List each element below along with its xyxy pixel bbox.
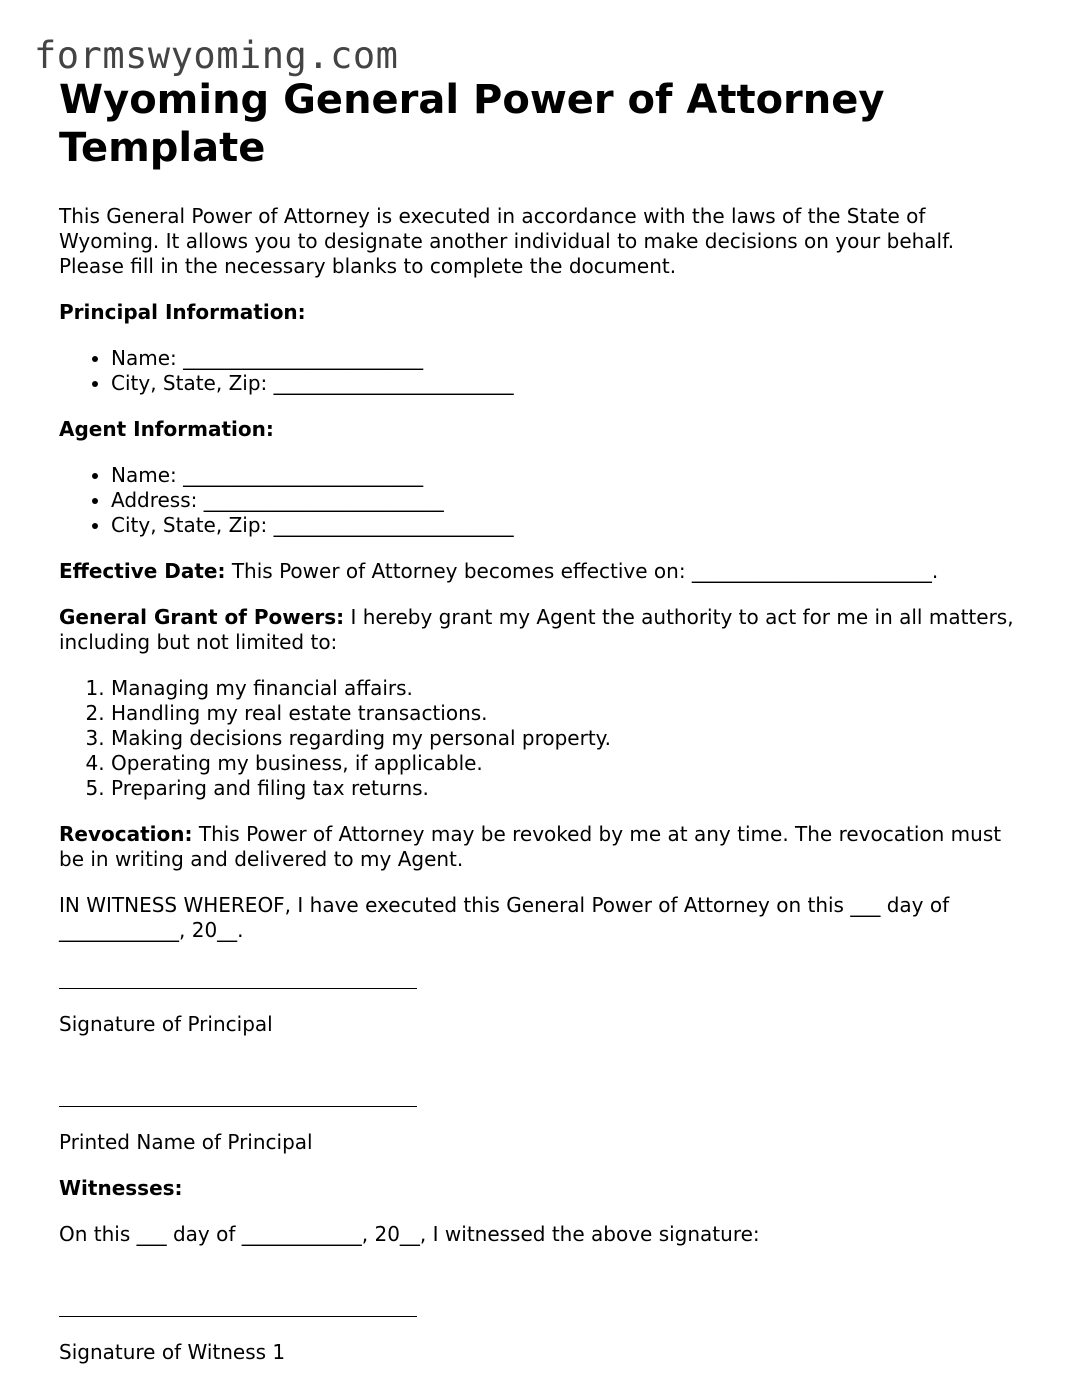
powers-paragraph [59,605,1019,655]
principal-list [59,346,1019,396]
power-item-5: 5. Preparing and filing tax returns. [111,776,1019,801]
document-body [59,76,1019,1365]
effective-date-label: Effective Date: [59,559,226,583]
power-item-2: 2. Handling my real estate transactions. [111,701,1019,726]
document-title: Wyoming General Power of Attorney Template [59,77,885,171]
effective-date-text: This Power of Attorney becomes effective on: ________________________. [225,559,939,583]
principal-name-item: • Name: ________________________ [111,346,1019,371]
agent-address-item: • Address: ________________________ [111,488,1019,513]
witnesses-heading: Witnesses: [59,1176,183,1200]
principal-signature-label: Signature of Principal [59,1012,273,1036]
agent-city-item: • City, State, Zip: ________________________ [111,513,1019,538]
powers-label: General Grant of Powers: [59,605,345,629]
principal-printed-name-label: Printed Name of Principal [59,1130,313,1154]
effective-date-paragraph [59,559,1019,584]
agent-heading: Agent Information: [59,417,274,441]
power-item-3: 3. Making decisions regarding my personal property. [111,726,1019,751]
witness1-signature-label: Signature of Witness 1 [59,1340,286,1364]
revocation-label: Revocation: [59,822,193,846]
power-item-4: 4. Operating my business, if applicable. [111,751,1019,776]
principal-heading: Principal Information: [59,300,306,324]
powers-text: I hereby grant my Agent the authority to act for me in all matters, including but not limited to: [59,605,1014,654]
witness-statement: On this ___ day of ____________, 20__, I witnessed the above signature: [59,1222,760,1246]
witness1-signature-line[interactable] [59,1292,417,1317]
intro-paragraph: This General Power of Attorney is executed in accordance with the laws of the State of Wyoming. It allows you to designate another individual to make decisions on your behalf. Please fill in the necessary blanks to complete the document. [59,204,955,278]
agent-list [59,463,1019,538]
principal-printed-name-line[interactable] [59,1082,417,1107]
powers-list [59,676,1019,801]
principal-city-item: • City, State, Zip: ________________________ [111,371,1019,396]
revocation-paragraph [59,822,1019,872]
witness-clause: IN WITNESS WHEREOF, I have executed this General Power of Attorney on this ___ day of ____________, 20__. [59,893,950,942]
principal-signature-line[interactable] [59,964,417,989]
site-watermark: formswyoming.com [34,34,399,77]
power-item-1: 1. Managing my financial affairs. [111,676,1019,701]
revocation-text: This Power of Attorney may be revoked by me at any time. The revocation must be in writing and delivered to my Agent. [59,822,1002,871]
agent-name-item: • Name: ________________________ [111,463,1019,488]
